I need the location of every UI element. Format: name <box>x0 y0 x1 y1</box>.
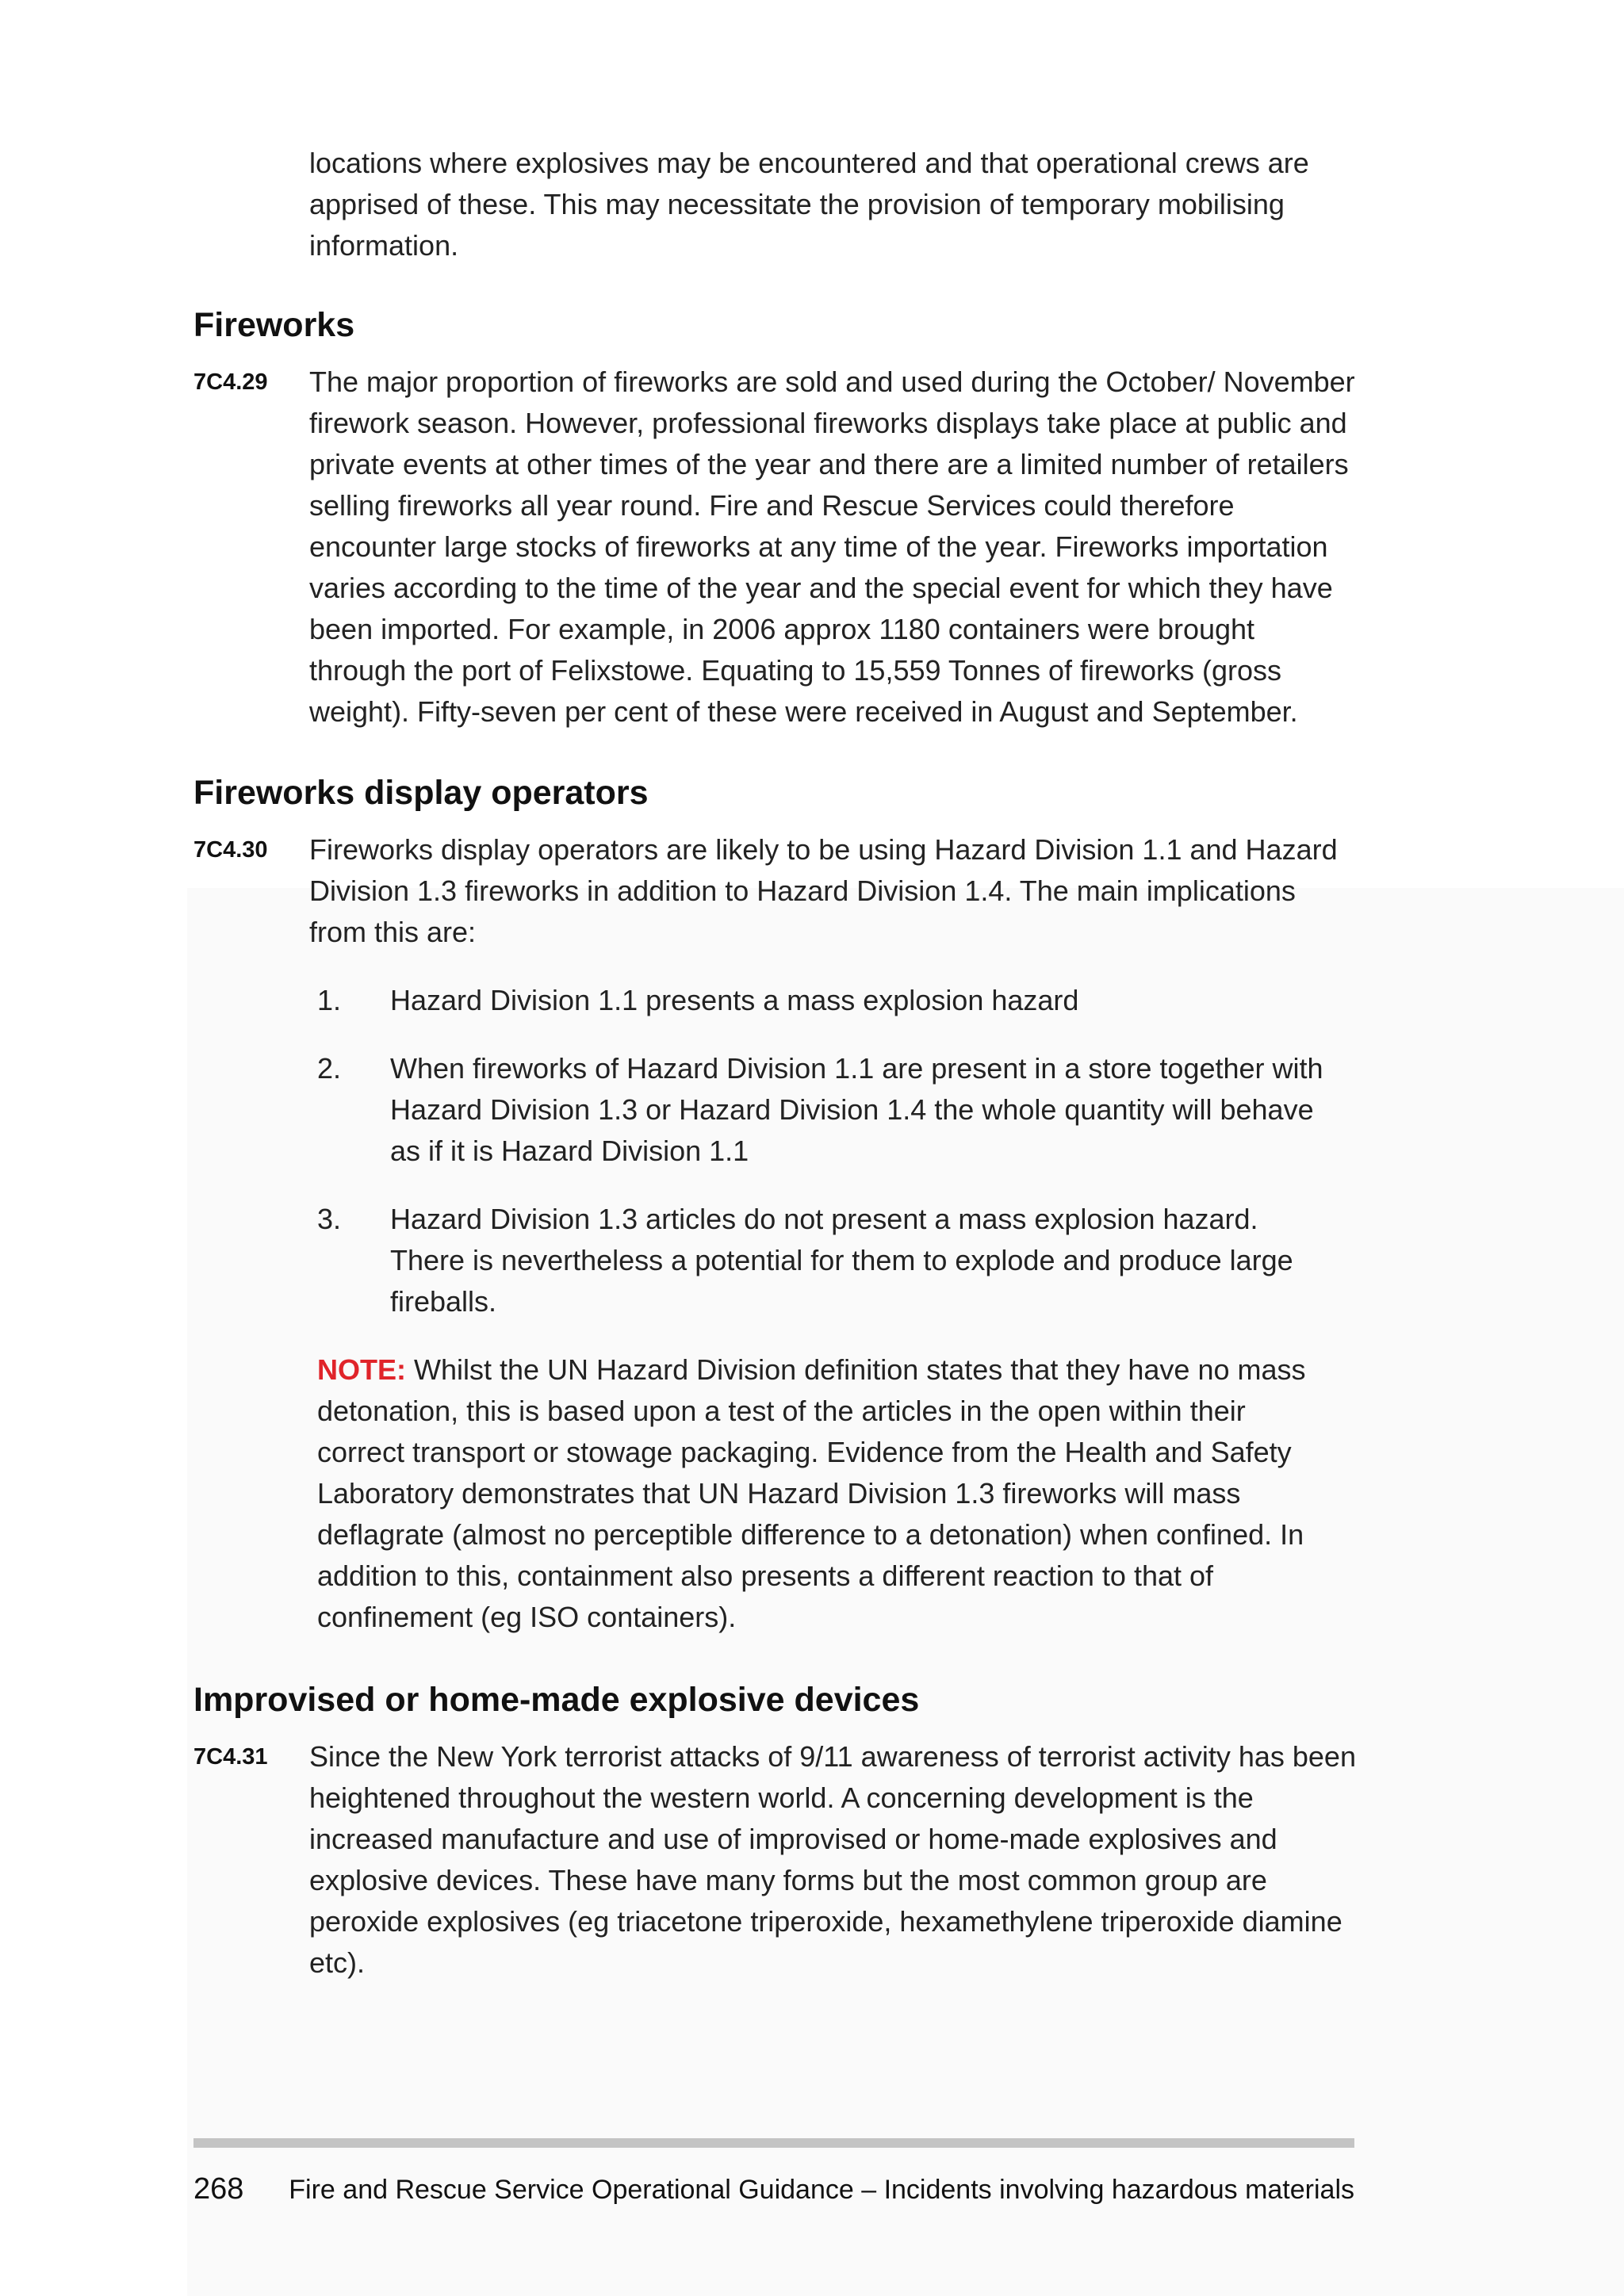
paragraph-body: Fireworks display operators are likely to be using Hazard Division 1.1 and Hazard Division 1.3 fireworks in addition to Hazard Division 1.4. The main implications from this are: <box>309 833 1338 948</box>
footer-title: Fire and Rescue Service Operational Guidance – Incidents involving hazardous materials <box>289 2175 1354 2205</box>
paragraph-body: Since the New York terrorist attacks of 9/11 awareness of terrorist activity has been heightened throughout the western world. A concerning development is the increased manufacture and use of improvised or home-made explosives and explosive devices. These have many forms but the most common group are peroxide explosives (eg triacetone triperoxide, hexamethylene triperoxide diamine etc). <box>309 1740 1356 1979</box>
implications-list <box>317 980 1356 1322</box>
page-content <box>193 143 1356 1984</box>
list-item-number: 2. <box>317 1052 342 1085</box>
paragraph-number: 7C4.29 <box>193 369 268 395</box>
note-block <box>317 1349 1324 1638</box>
section-heading-display-operators: Fireworks display operators <box>193 774 649 812</box>
note-text: Whilst the UN Hazard Division definition states that they have no mass detonation, this is based upon a test of the articles in the open within their correct transport or stowage packaging. Evidence from the Health and Safety Laboratory demonstrates that UN Hazard Division 1.3 fireworks will mass deflagrate (almost no perceptible difference to a detonation) when confined. In addition to this, containment also presents a different reaction to that of confinement (eg ISO containers). <box>317 1353 1306 1633</box>
paragraph-number: 7C4.31 <box>193 1744 268 1770</box>
list-item <box>317 1199 1356 1322</box>
list-item <box>317 980 1356 1021</box>
list-item-text: Hazard Division 1.1 presents a mass explosion hazard <box>390 984 1079 1016</box>
intro-paragraph: locations where explosives may be encountered and that operational crews are apprised of these. This may necessitate the provision of temporary mobilising information. <box>309 147 1309 262</box>
note-label: NOTE: <box>317 1353 406 1386</box>
list-item-text: When fireworks of Hazard Division 1.1 are present in a store together with Hazard Division 1.3 or Hazard Division 1.4 the whole quantity will behave as if it is Hazard Division 1.1 <box>390 1052 1323 1167</box>
list-item <box>317 1048 1356 1172</box>
paragraph-7c4-29 <box>193 362 1356 733</box>
list-item-number: 3. <box>317 1203 342 1235</box>
paragraph-7c4-31 <box>193 1736 1356 1984</box>
footer-rule <box>193 2138 1354 2148</box>
paragraph-body: The major proportion of fireworks are sold and used during the October/ November firework season. However, professional fireworks displays take place at public and private events at other times of the year and there are a limited number of retailers selling fireworks all year round. Fire and Rescue Services could therefore encounter large stocks of fireworks at any time of the year. Fireworks importation varies according to the time of the year and the special event for which they have been imported. For example, in 2006 approx 1180 containers were brought through the port of Felixstowe. Equating to 15,559 Tonnes of fireworks (gross weight). Fifty-seven per cent of these were received in August and September. <box>309 365 1355 728</box>
section-heading-improvised-devices: Improvised or home-made explosive devices <box>193 1681 920 1719</box>
list-item-text: Hazard Division 1.3 articles do not present a mass explosion hazard. There is nevertheless a potential for them to explode and produce large fireballs. <box>390 1203 1293 1318</box>
section-heading-fireworks: Fireworks <box>193 306 355 344</box>
page-number: 268 <box>193 2172 244 2206</box>
paragraph-7c4-30 <box>193 829 1356 953</box>
paragraph-number: 7C4.30 <box>193 837 268 863</box>
page-footer <box>193 2172 1354 2206</box>
list-item-number: 1. <box>317 984 342 1016</box>
